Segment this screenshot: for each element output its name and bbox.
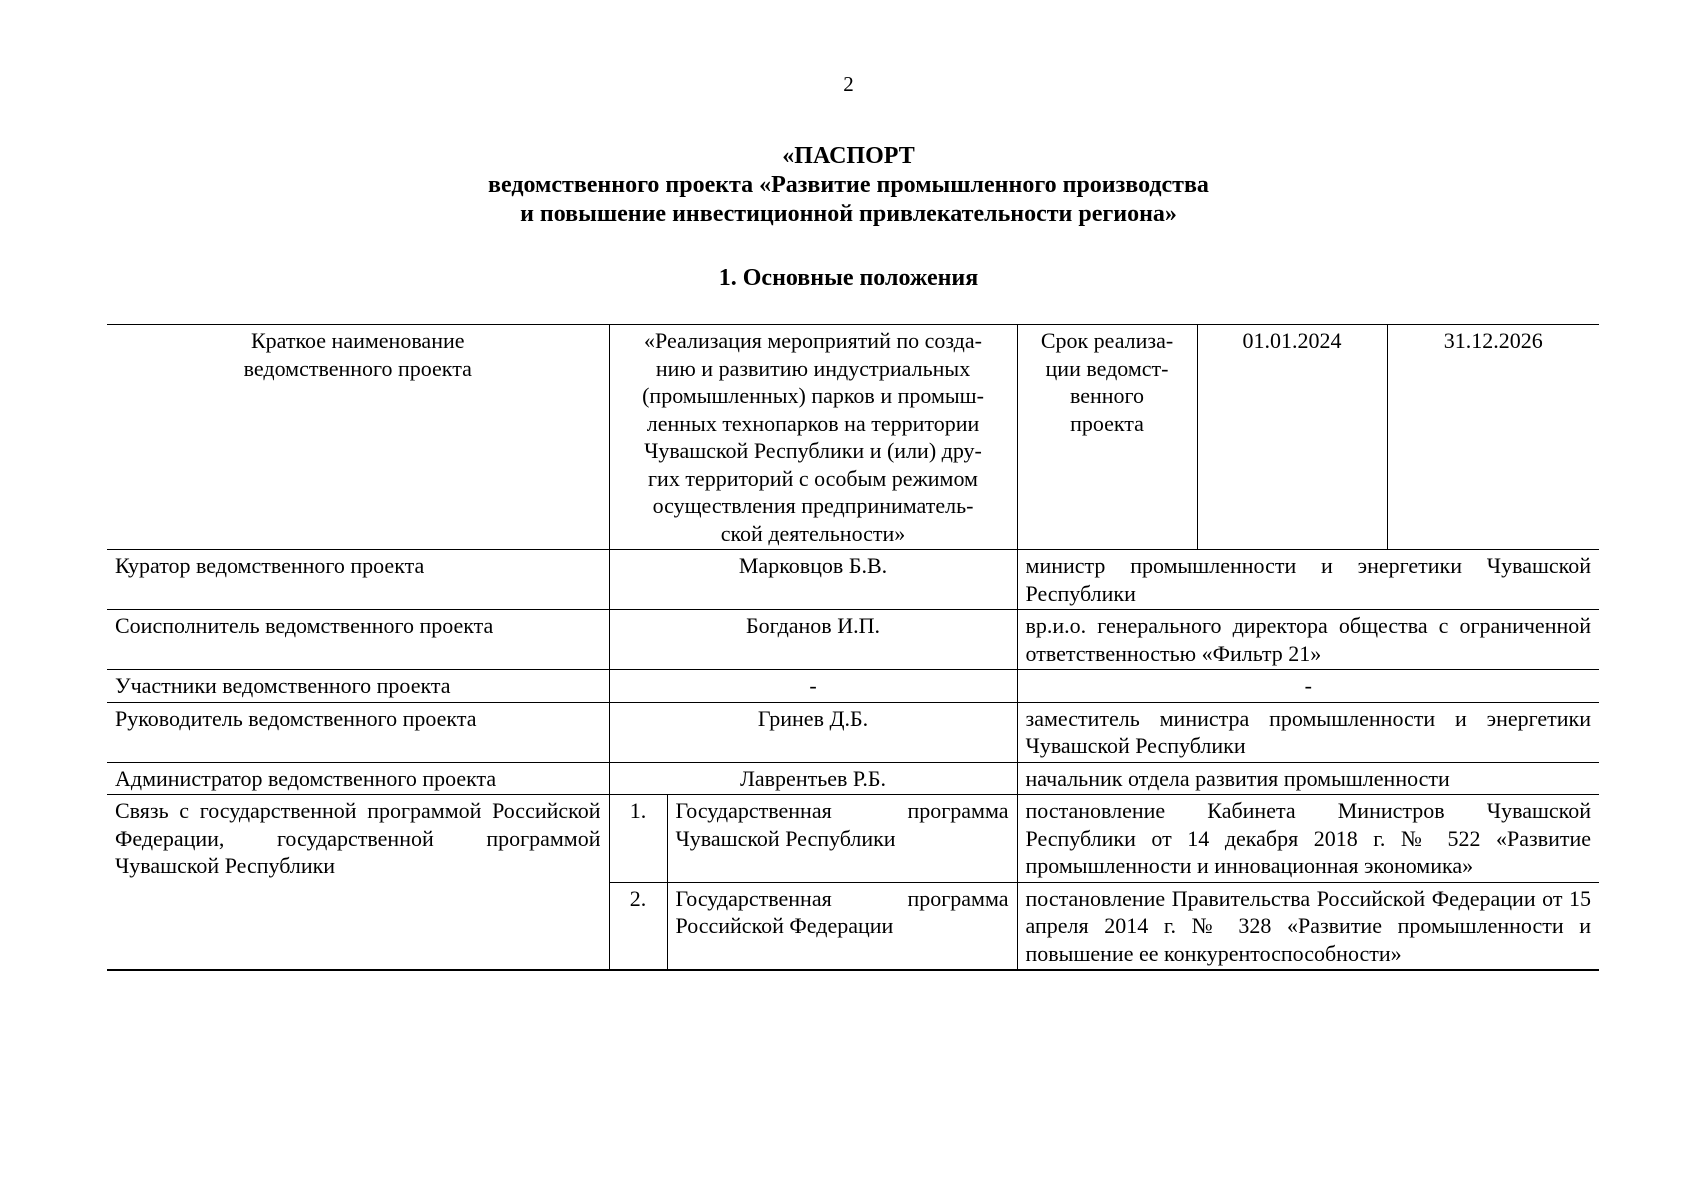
program-name: Государственная программа Российской Федерации: [667, 882, 1017, 970]
row-label: Участники ведомственного проекта: [107, 670, 609, 703]
title-line-3: и повышение инвестиционной привлекательности региона»: [520, 201, 1177, 227]
table-row: [107, 670, 1599, 703]
program-document: постановление Правительства Российской Федерации от 15 апреля 2014 г. № 328 «Развитие промышленности и повышение ее конкурентоспособности»: [1017, 882, 1599, 970]
term-label: Срок реализа- ции ведомст- венного проекта: [1017, 325, 1197, 550]
title-line-1: «ПАСПОРТ: [782, 143, 915, 169]
row-position: начальник отдела развития промышленности: [1017, 762, 1599, 795]
start-date: 01.01.2024: [1197, 325, 1387, 550]
table-row-short-name: [107, 325, 1599, 550]
table-row: [107, 610, 1599, 670]
program-document: постановление Кабинета Министров Чувашской Республики от 14 декабря 2018 г. № 522 «Развитие промышленности и инновационная экономика»: [1017, 795, 1599, 883]
row-position: заместитель министра промышленности и энергетики Чувашской Республики: [1017, 702, 1599, 762]
program-number: 2.: [609, 882, 667, 970]
passport-table: [107, 324, 1599, 971]
row-position: министр промышленности и энергетики Чувашской Республики: [1017, 550, 1599, 610]
row-label: Руководитель ведомственного проекта: [107, 702, 609, 762]
section-title: 1. Основные положения: [718, 265, 979, 291]
page-number: 2: [843, 72, 854, 96]
program-name: Государственная программа Чувашской Республики: [667, 795, 1017, 883]
table-row-program: [107, 795, 1599, 883]
table-row: [107, 550, 1599, 610]
end-date: 31.12.2026: [1387, 325, 1599, 550]
row-person: -: [609, 670, 1017, 703]
row-position: -: [1017, 670, 1599, 703]
row-person: Гринев Д.Б.: [609, 702, 1017, 762]
row-person: Лаврентьев Р.Б.: [609, 762, 1017, 795]
row-person: Марковцов Б.В.: [609, 550, 1017, 610]
short-name-label: Краткое наименование ведомственного проекта: [107, 325, 609, 550]
row-label: Куратор ведомственного проекта: [107, 550, 609, 610]
short-name-value: «Реализация мероприятий по созда- нию и развитию индустриальных (промышленных) парков и промыш- ленных технопарков на территории Чувашской Республики и (или) дру- гих территорий с особым режимом осуществления предприниматель- ской деятельности»: [609, 325, 1017, 550]
program-link-label: Связь с государственной программой Российской Федерации, государственной программой Чувашской Республики: [107, 795, 609, 971]
title-line-2: ведомственного проекта «Развитие промышленного производства: [488, 172, 1209, 198]
row-person: Богданов И.П.: [609, 610, 1017, 670]
table-row: [107, 702, 1599, 762]
row-position: вр.и.о. генерального директора общества с ограниченной ответственностью «Фильтр 21»: [1017, 610, 1599, 670]
row-label: Соисполнитель ведомственного проекта: [107, 610, 609, 670]
row-label: Администратор ведомственного проекта: [107, 762, 609, 795]
table-row: [107, 762, 1599, 795]
program-number: 1.: [609, 795, 667, 883]
document-title: [0, 142, 1697, 229]
